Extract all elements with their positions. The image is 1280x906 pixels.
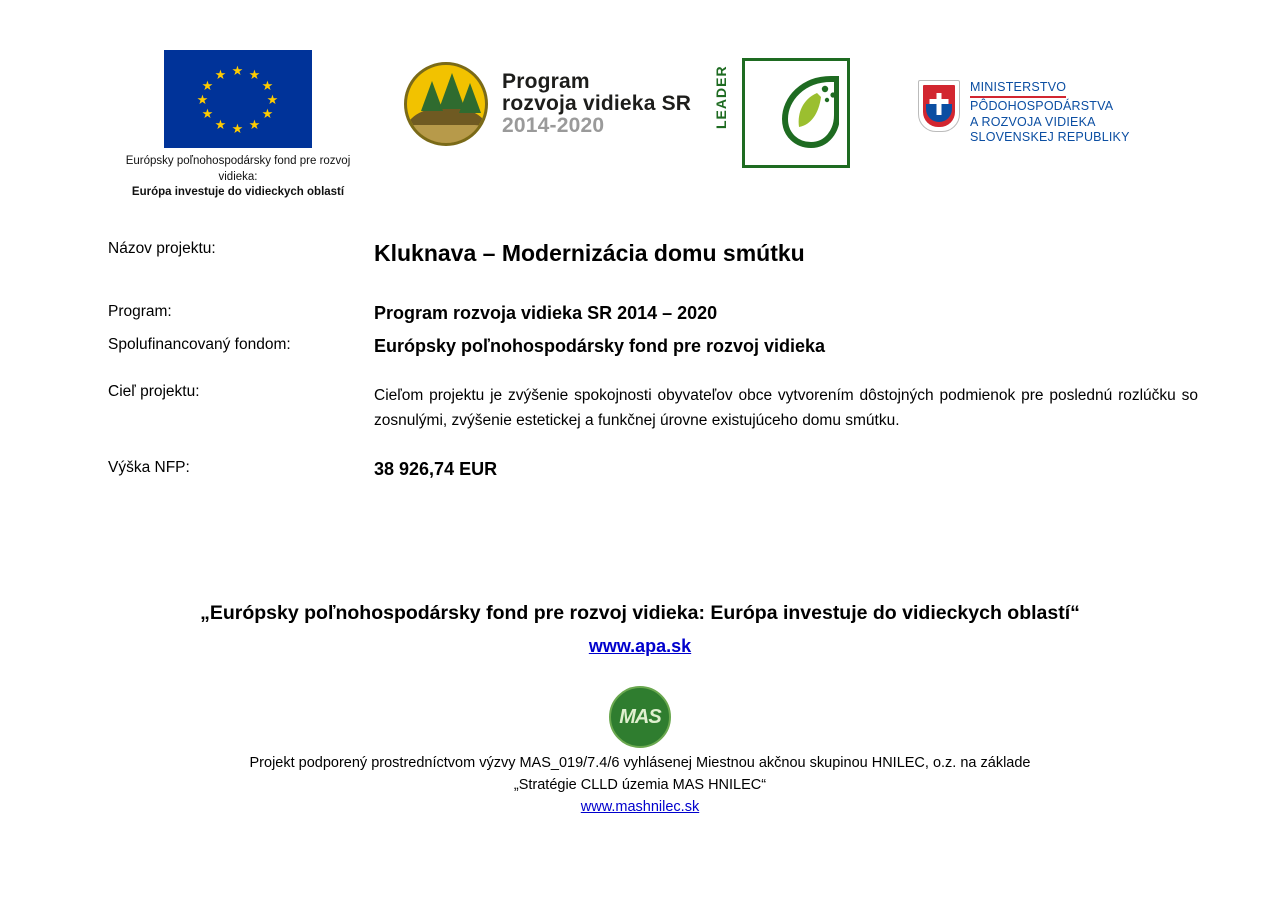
ministry-line2: PÔDOHOSPODÁRSTVA — [970, 99, 1114, 114]
apa-link[interactable]: www.apa.sk — [588, 636, 692, 656]
leader-word-label: LEADER — [713, 65, 729, 129]
goal-label: Cieľ projektu: — [108, 383, 200, 400]
logo-strip — [0, 0, 1280, 199]
mas-link-wrapper — [0, 798, 1280, 816]
row-goal — [108, 383, 1198, 433]
row-fund — [108, 336, 1198, 357]
ministry-line3: A ROZVOJA VIDIEKA — [970, 114, 1096, 129]
nfp-label: Výška NFP: — [108, 459, 190, 477]
nfp-value: 38 926,74 EUR — [374, 459, 498, 480]
prv-emblem-icon — [404, 62, 488, 146]
prv-line1: Program — [502, 70, 590, 94]
leader-leaf-icon — [777, 75, 839, 151]
mashnilec-link[interactable]: www.mashnilec.sk — [580, 799, 700, 815]
eu-caption-line1: Európsky poľnohospodársky fond pre rozvoj vidieka: — [125, 155, 351, 183]
program-label: Program: — [108, 303, 172, 320]
program-value: Program rozvoja vidieka SR 2014 – 2020 — [374, 303, 718, 323]
project-name-label: Názov projektu: — [108, 240, 216, 257]
prv-logo-block — [404, 62, 691, 146]
project-info-table — [108, 240, 1198, 480]
prv-line3: 2014-2020 — [502, 113, 605, 137]
footer-support-text — [0, 752, 1280, 797]
slovak-coat-of-arms-icon — [918, 80, 960, 132]
prv-line2: rozvoja vidieka SR — [502, 92, 692, 116]
eu-flag-icon: ★ ★ ★ ★ ★ ★ ★ ★ ★ ★ ★ ★ — [164, 50, 312, 148]
goal-value: Cieľom projektu je zvýšenie spokojnosti obyvateľov obce vytvorením dôstojných podmienok pre poslednú rozlúčku so zosnulými, zvýšenie estetickej a funkčnej úrovne existujúceho domu smútku. — [374, 387, 1198, 430]
leader-logo-block — [713, 58, 850, 168]
row-project-name — [108, 240, 1198, 267]
footer-support-line2: „Stratégie CLLD územia MAS HNILEC“ — [513, 777, 767, 794]
project-name-value: Kluknava – Modernizácia domu smútku — [374, 240, 805, 266]
ministry-line4: SLOVENSKEJ REPUBLIKY — [970, 129, 1130, 144]
eu-caption-line2: Európa investuje do vidieckych oblastí — [131, 186, 345, 199]
row-nfp — [108, 459, 1198, 480]
mas-hnilec-logo-icon — [609, 686, 671, 748]
mas-logo-text: MAS — [619, 705, 661, 728]
eu-logo-block — [108, 50, 368, 201]
fund-label: Spolufinancovaný fondom: — [108, 336, 291, 353]
footer-slogan: „Európsky poľnohospodársky fond pre rozvoj vidieka: Európa investuje do vidieckych oblastí“ — [200, 602, 1080, 624]
fund-value: Európsky poľnohospodársky fond pre rozvoj vidieka — [374, 336, 826, 356]
ministry-line1: MINISTERSTVO — [970, 80, 1066, 98]
ministry-logo-block — [918, 80, 1130, 145]
row-program — [108, 303, 1198, 324]
footer-support-line1: Projekt podporený prostredníctvom výzvy MAS_019/7.4/6 vyhlásenej Miestnou akčnou skupinou HNILEC, o.z. na základe — [249, 755, 1031, 771]
apa-link-wrapper — [0, 636, 1280, 657]
